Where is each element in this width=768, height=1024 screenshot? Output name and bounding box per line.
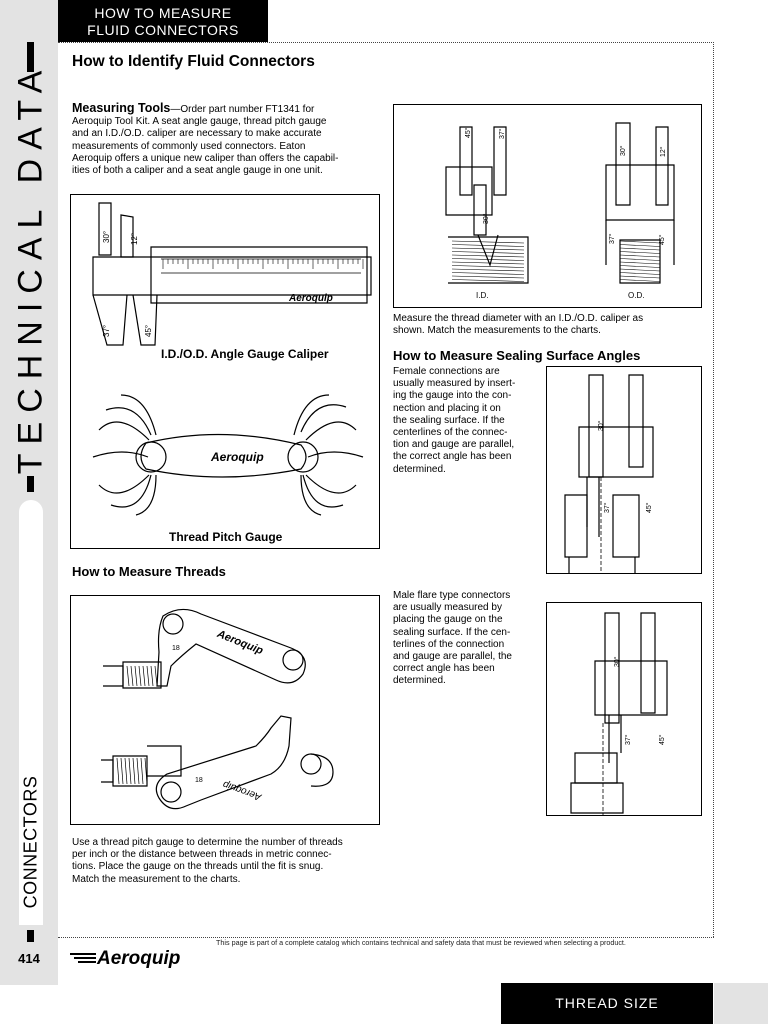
male-figure xyxy=(546,602,702,816)
thread-line xyxy=(137,758,139,784)
svg-text:37°: 37° xyxy=(625,734,632,745)
svg-text:Aeroquip: Aeroquip xyxy=(289,293,333,304)
svg-text:Aeroquip: Aeroquip xyxy=(221,778,263,803)
thread-line xyxy=(620,241,660,243)
thread-line xyxy=(151,666,153,686)
thread-line xyxy=(620,255,660,257)
svg-text:18: 18 xyxy=(172,645,180,652)
female-text: Female connections are usually measured by insert- ing the gauge into the con- nection and placing it on the sealing surface. If the centerlines of the connec- tion and gauge are parallel, the correct angle has been determined. xyxy=(393,366,516,475)
thread-line xyxy=(620,259,660,261)
svg-text:Aeroquip: Aeroquip xyxy=(211,450,264,464)
thread-line xyxy=(117,758,119,784)
thread-line xyxy=(620,245,660,247)
category-label: CONNECTORS xyxy=(20,775,41,909)
threads-figure xyxy=(70,595,380,825)
thread-line xyxy=(141,758,143,784)
page-number: 414 xyxy=(18,951,40,966)
svg-text:30°: 30° xyxy=(620,145,627,156)
rail-bar-bottom xyxy=(27,930,34,942)
corner-block xyxy=(714,983,768,1024)
caliper-caption: Measure the thread diameter with an I.D./O.D. caliper as shown. Match the measurements to the charts. xyxy=(393,313,644,337)
thread-line xyxy=(620,273,660,275)
thread-line xyxy=(452,248,524,250)
thread-line xyxy=(452,255,524,257)
svg-text:30°: 30° xyxy=(598,420,605,431)
thread-line xyxy=(129,758,131,784)
thread-line xyxy=(139,666,141,686)
thread-line xyxy=(620,248,660,250)
svg-text:45°: 45° xyxy=(659,234,666,245)
svg-text:45°: 45° xyxy=(465,127,472,138)
thread-line xyxy=(620,276,660,278)
thread-line xyxy=(143,666,145,686)
svg-text:Aeroquip: Aeroquip xyxy=(215,628,265,658)
svg-text:45°: 45° xyxy=(659,734,666,745)
thread-line xyxy=(452,252,524,254)
svg-text:I.D./O.D. Angle Gauge Caliper: I.D./O.D. Angle Gauge Caliper xyxy=(161,347,329,361)
thread-line xyxy=(452,273,524,275)
thread-line xyxy=(620,280,660,282)
thread-line xyxy=(452,269,524,271)
thread-line xyxy=(620,269,660,271)
svg-text:37°: 37° xyxy=(102,324,111,337)
svg-text:30°: 30° xyxy=(102,230,111,243)
thread-line xyxy=(127,666,129,686)
thread-line xyxy=(620,252,660,254)
svg-text:Aeroquip: Aeroquip xyxy=(97,948,181,969)
thread-line xyxy=(121,758,123,784)
section-tab: THREAD SIZE xyxy=(501,983,713,1024)
header-tab xyxy=(58,0,268,42)
svg-text:I.D.: I.D. xyxy=(476,291,489,300)
svg-text:45°: 45° xyxy=(646,502,653,513)
thread-line xyxy=(155,666,157,686)
thread-line xyxy=(452,262,524,264)
aeroquip-logo xyxy=(70,945,190,969)
rail-bar-mid xyxy=(27,476,34,492)
footer-note: This page is part of a complete catalog which contains technical and safety data that must be reviewed when selecting a product. xyxy=(216,938,626,947)
male-text: Male flare type connectors are usually measured by placing the gauge on the sealing surface. If the cen- terlines of the connection and gauge are parallel, the correct angle has been determined. xyxy=(393,590,512,687)
female-figure xyxy=(546,366,702,574)
page-title: How to Identify Fluid Connectors xyxy=(72,53,315,70)
caliper-drawing xyxy=(71,195,380,549)
svg-text:37°: 37° xyxy=(609,233,616,244)
svg-text:O.D.: O.D. xyxy=(628,291,645,300)
svg-text:12°: 12° xyxy=(660,146,667,157)
section-label: TECHNICAL DATA xyxy=(11,61,50,475)
thread-line xyxy=(131,666,133,686)
thread-line xyxy=(133,758,135,784)
thread-line xyxy=(620,262,660,264)
measuring-tools-heading: Measuring Tools xyxy=(72,101,171,115)
header-tab-line2: FLUID CONNECTORS xyxy=(87,22,239,38)
svg-text:45°: 45° xyxy=(144,324,153,337)
threads-text: Use a thread pitch gauge to determine the number of threads per inch or the distance between threads in metric connec- tions. Place the gauge on the threads until the fit is snug. Match the measurement to the charts. xyxy=(72,837,343,885)
thread-line xyxy=(620,266,660,268)
thread-line xyxy=(452,245,524,247)
svg-text:30°: 30° xyxy=(483,213,490,224)
svg-text:30°: 30° xyxy=(614,656,621,667)
svg-text:Thread Pitch Gauge: Thread Pitch Gauge xyxy=(169,530,283,544)
tools-figure xyxy=(70,194,380,549)
svg-text:12°: 12° xyxy=(130,232,139,245)
svg-text:37°: 37° xyxy=(499,128,506,139)
threads-heading: How to Measure Threads xyxy=(72,564,226,579)
thread-line xyxy=(135,666,137,686)
header-tab-line1: HOW TO MEASURE xyxy=(94,5,232,21)
thread-line xyxy=(452,241,524,243)
thread-line xyxy=(452,266,524,268)
svg-text:37°: 37° xyxy=(604,502,611,513)
sealing-heading: How to Measure Sealing Surface Angles xyxy=(393,348,641,363)
svg-text:18: 18 xyxy=(195,777,203,784)
thread-line xyxy=(452,276,524,278)
thread-line xyxy=(452,280,524,282)
id-od-figure xyxy=(393,104,702,308)
measuring-tools-text: Measuring Tools—Order part number FT1341 for Aeroquip Tool Kit. A seat angle gauge, thread pitch gauge and an I.D./O.D. caliper are necessary to make accurate measurements of commonly used connectors. Eaton Aeroquip offers a unique new caliper than offers the capabil- ities of both a caliper and a seat angle gauge in one unit. xyxy=(72,101,339,177)
thread-line xyxy=(125,758,127,784)
thread-line xyxy=(147,666,149,686)
